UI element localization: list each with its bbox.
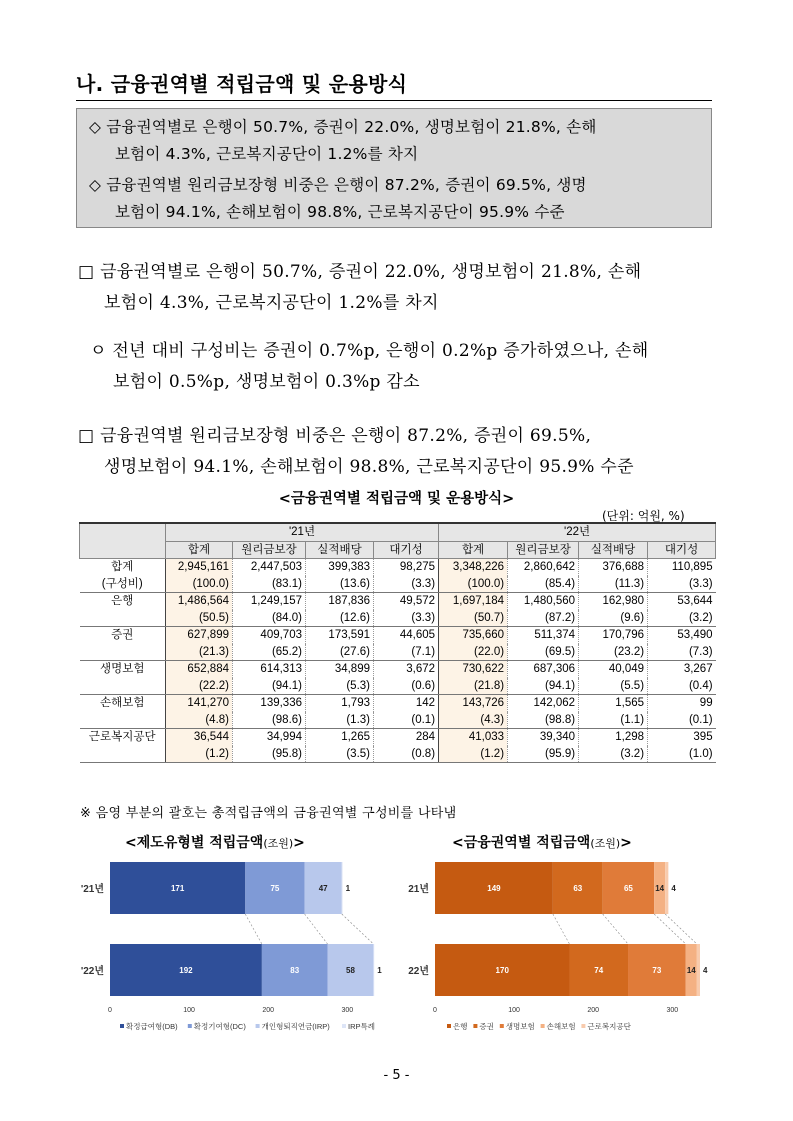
row-label: 손해보험 (80, 695, 166, 712)
table-row-share (80, 610, 716, 627)
table-row-share (80, 678, 716, 695)
col-header: 원리금보장 (508, 541, 579, 559)
cell-share: (7.1) (374, 644, 439, 661)
legend-swatch (256, 1024, 260, 1028)
table-row (80, 729, 716, 746)
connector-line (245, 914, 262, 944)
col-header: 대기성 (648, 541, 716, 559)
chart-2-title-unit: (조원) (590, 837, 621, 850)
cell-share: (3.5) (306, 746, 374, 763)
x-tick-label: 100 (508, 1007, 520, 1014)
row-sublabel (80, 610, 166, 627)
cell-share: (4.3) (439, 712, 508, 729)
data-label: 63 (573, 884, 583, 893)
bar-segment (373, 944, 374, 996)
cell-share: (95.9) (508, 746, 579, 763)
row-sublabel: (구성비) (80, 576, 166, 593)
cell-share: (84.0) (233, 610, 306, 627)
y-tick-label: '22년 (80, 966, 104, 977)
y-tick-label: '21년 (80, 884, 104, 895)
cell-value: 511,374 (508, 627, 579, 644)
cell-share: (4.8) (166, 712, 233, 729)
cell-value: 1,480,560 (508, 593, 579, 610)
cell-value: 187,836 (306, 593, 374, 610)
legend-label: 개인형퇴직연금(IRP) (261, 1022, 330, 1031)
paragraph-2-line-2: 보험이 0.5%p, 생명보험이 0.3%p 감소 (113, 372, 420, 392)
cell-value: 652,884 (166, 661, 233, 678)
chart-plan-type (70, 852, 390, 1047)
cell-share: (3.3) (374, 576, 439, 593)
data-label: 58 (346, 966, 355, 975)
cell-value: 627,899 (166, 627, 233, 644)
y-tick-label: 21년 (408, 884, 429, 895)
summary-box (76, 108, 712, 228)
title-rule (76, 100, 712, 101)
cell-value: 1,298 (579, 729, 648, 746)
data-label: 1 (377, 966, 382, 975)
cell-value: 143,726 (439, 695, 508, 712)
legend-swatch (473, 1024, 477, 1028)
chart-financial-sector (395, 852, 715, 1047)
row-sublabel (80, 678, 166, 695)
paragraph-1-line-1: □ 금융권역별로 은행이 50.7%, 증권이 22.0%, 생명보험이 21.8%, 손해 (78, 262, 642, 282)
cell-share: (1.3) (306, 712, 374, 729)
cell-value: 53,490 (648, 627, 716, 644)
cell-share: (9.6) (579, 610, 648, 627)
legend-swatch (447, 1024, 451, 1028)
chart-1-title (125, 832, 305, 852)
legend-swatch (342, 1024, 346, 1028)
legend-swatch (120, 1024, 124, 1028)
cell-value: 34,899 (306, 661, 374, 678)
chart-2-title-text: <금융권역별 적립금액 (452, 835, 591, 851)
data-label: 171 (170, 884, 185, 893)
bar-segment (342, 862, 343, 914)
cell-value: 2,860,642 (508, 559, 579, 576)
row-sublabel (80, 712, 166, 729)
cell-value: 1,249,157 (233, 593, 306, 610)
legend-label: 확정기여형(DC) (193, 1022, 246, 1031)
summary-line-2: 보험이 4.3%, 근로복지공단이 1.2%를 차지 (115, 145, 419, 163)
cell-share: (27.6) (306, 644, 374, 661)
section-title: 나. 금융권역별 적립금액 및 운용방식 (76, 72, 408, 96)
cell-value: 2,447,503 (233, 559, 306, 576)
col-header: 대기성 (374, 541, 439, 559)
paragraph-3-line-2: 생명보험이 94.1%, 손해보험이 98.8%, 근로복지공단이 95.9% 수준 (104, 457, 634, 477)
connector-line (553, 914, 570, 944)
cell-share: (3.2) (579, 746, 648, 763)
cell-value: 3,267 (648, 661, 716, 678)
cell-value: 34,994 (233, 729, 306, 746)
cell-value: 284 (374, 729, 439, 746)
page-number: - 5 - (383, 1068, 410, 1083)
chart-1-title-text: <제도유형별 적립금액 (125, 835, 264, 851)
col-header: 실적배당 (306, 541, 374, 559)
cell-value: 99 (648, 695, 716, 712)
table-row-share (80, 746, 716, 763)
cell-value: 2,945,161 (166, 559, 233, 576)
cell-value: 44,605 (374, 627, 439, 644)
legend-label: 증권 (479, 1022, 494, 1031)
cell-value: 41,033 (439, 729, 508, 746)
cell-share: (1.2) (166, 746, 233, 763)
data-label: 4 (703, 966, 708, 975)
cell-value: 53,644 (648, 593, 716, 610)
cell-value: 687,306 (508, 661, 579, 678)
col-header: 합계 (166, 541, 233, 559)
data-label: 192 (179, 966, 193, 975)
connector-line (342, 914, 374, 944)
data-label: 83 (290, 966, 300, 975)
cell-share: (7.3) (648, 644, 716, 661)
cell-share: (21.8) (439, 678, 508, 695)
cell-share: (3.3) (374, 610, 439, 627)
cell-value: 141,270 (166, 695, 233, 712)
cell-value: 3,672 (374, 661, 439, 678)
table-unit: (단위: 억원, %) (602, 509, 685, 523)
x-tick-label: 200 (587, 1007, 600, 1014)
cell-share: (50.5) (166, 610, 233, 627)
cell-share: (98.8) (508, 712, 579, 729)
x-tick-label: 0 (108, 1007, 112, 1014)
connector-line (603, 914, 628, 944)
data-label: 170 (495, 966, 509, 975)
data-label: 14 (686, 966, 696, 975)
cell-value: 36,544 (166, 729, 233, 746)
data-label: 65 (623, 884, 633, 893)
summary-line-1: ◇ 금융권역별로 은행이 50.7%, 증권이 22.0%, 생명보험이 21.8%, 손해 (89, 118, 597, 136)
data-label: 47 (318, 884, 328, 893)
bar-segment (665, 862, 668, 914)
chart-2-title (452, 832, 632, 852)
cell-share: (5.5) (579, 678, 648, 695)
cell-share: (22.2) (166, 678, 233, 695)
x-tick-label: 300 (341, 1007, 354, 1014)
cell-share: (13.6) (306, 576, 374, 593)
table-row (80, 661, 716, 678)
summary-line-4: 보험이 94.1%, 손해보험이 98.8%, 근로복지공단이 95.9% 수준 (115, 203, 565, 221)
row-label: 생명보험 (80, 661, 166, 678)
cell-share: (1.2) (439, 746, 508, 763)
row-label: 합계 (80, 559, 166, 576)
cell-share: (3.2) (648, 610, 716, 627)
col-header: 실적배당 (579, 541, 648, 559)
x-tick-label: 0 (433, 1007, 437, 1014)
cell-value: 170,796 (579, 627, 648, 644)
cell-share: (100.0) (439, 576, 508, 593)
cell-value: 3,348,226 (439, 559, 508, 576)
bar-segment (697, 944, 700, 996)
header-blank (80, 523, 166, 559)
table-row (80, 627, 716, 644)
data-label: 73 (652, 966, 662, 975)
cell-share: (98.6) (233, 712, 306, 729)
connector-line (305, 914, 328, 944)
cell-value: 1,565 (579, 695, 648, 712)
cell-share: (3.3) (648, 576, 716, 593)
cell-value: 142 (374, 695, 439, 712)
cell-share: (85.4) (508, 576, 579, 593)
cell-share: (83.1) (233, 576, 306, 593)
data-label: 75 (270, 884, 280, 893)
legend-label: 은행 (453, 1022, 468, 1031)
cell-share: (1.0) (648, 746, 716, 763)
table-title: <금융권역별 적립금액 및 운용방식> (278, 491, 515, 507)
cell-value: 730,622 (439, 661, 508, 678)
cell-value: 139,336 (233, 695, 306, 712)
cell-value: 1,486,564 (166, 593, 233, 610)
cell-share: (0.6) (374, 678, 439, 695)
legend-label: 확정급여형(DB) (126, 1022, 178, 1031)
cell-share: (21.3) (166, 644, 233, 661)
cell-value: 40,049 (579, 661, 648, 678)
cell-value: 399,383 (306, 559, 374, 576)
cell-value: 614,313 (233, 661, 306, 678)
financial-sector-table (79, 522, 716, 763)
cell-share: (100.0) (166, 576, 233, 593)
data-label: 149 (487, 884, 501, 893)
cell-value: 409,703 (233, 627, 306, 644)
cell-share: (11.3) (579, 576, 648, 593)
chart-1-title-end: > (293, 835, 305, 851)
cell-value: 1,265 (306, 729, 374, 746)
summary-line-3: ◇ 금융권역별 원리금보장형 비중은 은행이 87.2%, 증권이 69.5%, 생명 (89, 176, 587, 194)
x-tick-label: 300 (666, 1007, 679, 1014)
data-label: 14 (655, 884, 665, 893)
cell-share: (65.2) (233, 644, 306, 661)
cell-share: (0.1) (648, 712, 716, 729)
paragraph-1-line-2: 보험이 4.3%, 근로복지공단이 1.2%를 차지 (104, 293, 439, 313)
data-label: 1 (345, 884, 351, 893)
cell-share: (94.1) (508, 678, 579, 695)
legend-swatch (500, 1024, 504, 1028)
cell-value: 735,660 (439, 627, 508, 644)
col-header: 합계 (439, 541, 508, 559)
cell-share: (12.6) (306, 610, 374, 627)
cell-value: 1,697,184 (439, 593, 508, 610)
row-label: 근로복지공단 (80, 729, 166, 746)
row-label: 은행 (80, 593, 166, 610)
cell-share: (50.7) (439, 610, 508, 627)
legend-label: 근로복지공단 (587, 1022, 631, 1031)
cell-value: 39,340 (508, 729, 579, 746)
cell-value: 1,793 (306, 695, 374, 712)
table-row-share (80, 644, 716, 661)
cell-value: 376,688 (579, 559, 648, 576)
cell-share: (87.2) (508, 610, 579, 627)
col-header: 원리금보장 (233, 541, 306, 559)
cell-share: (94.1) (233, 678, 306, 695)
cell-share: (95.8) (233, 746, 306, 763)
chart-1-title-unit: (조원) (263, 837, 294, 850)
row-label: 증권 (80, 627, 166, 644)
table-row (80, 559, 716, 576)
cell-value: 173,591 (306, 627, 374, 644)
table-row-share (80, 712, 716, 729)
data-label: 74 (594, 966, 604, 975)
cell-share: (1.1) (579, 712, 648, 729)
cell-share: (22.0) (439, 644, 508, 661)
legend-label: IRP특례 (348, 1022, 375, 1031)
cell-value: 142,062 (508, 695, 579, 712)
cell-share: (0.4) (648, 678, 716, 695)
cell-value: 395 (648, 729, 716, 746)
chart-2-title-end: > (620, 835, 632, 851)
legend-swatch (188, 1024, 192, 1028)
cell-value: 110,895 (648, 559, 716, 576)
table-footnote: ※ 음영 부분의 괄호는 총적립금액의 금융권역별 구성비를 나타냄 (80, 806, 457, 821)
x-tick-label: 100 (183, 1007, 195, 1014)
row-sublabel (80, 644, 166, 661)
data-label: 4 (671, 884, 676, 893)
table-row (80, 695, 716, 712)
table-row (80, 593, 716, 610)
table-row-share (80, 576, 716, 593)
cell-share: (0.8) (374, 746, 439, 763)
header-year-2021: '21년 (166, 523, 439, 541)
legend-swatch (581, 1024, 585, 1028)
cell-share: (5.3) (306, 678, 374, 695)
row-sublabel (80, 746, 166, 763)
paragraph-2-line-1: ㅇ 전년 대비 구성비는 증권이 0.7%p, 은행이 0.2%p 증가하였으나, 손해 (90, 341, 649, 361)
cell-share: (23.2) (579, 644, 648, 661)
legend-label: 생명보험 (505, 1022, 535, 1031)
cell-share: (0.1) (374, 712, 439, 729)
legend-swatch (541, 1024, 545, 1028)
table-body (80, 559, 716, 763)
y-tick-label: 22년 (408, 966, 429, 977)
paragraph-3-line-1: □ 금융권역별 원리금보장형 비중은 은행이 87.2%, 증권이 69.5%, (78, 426, 592, 446)
legend-label: 손해보험 (546, 1022, 576, 1031)
cell-share: (69.5) (508, 644, 579, 661)
x-tick-label: 200 (262, 1007, 275, 1014)
cell-value: 49,572 (374, 593, 439, 610)
header-year-2022: '22년 (439, 523, 716, 541)
cell-value: 98,275 (374, 559, 439, 576)
cell-value: 162,980 (579, 593, 648, 610)
